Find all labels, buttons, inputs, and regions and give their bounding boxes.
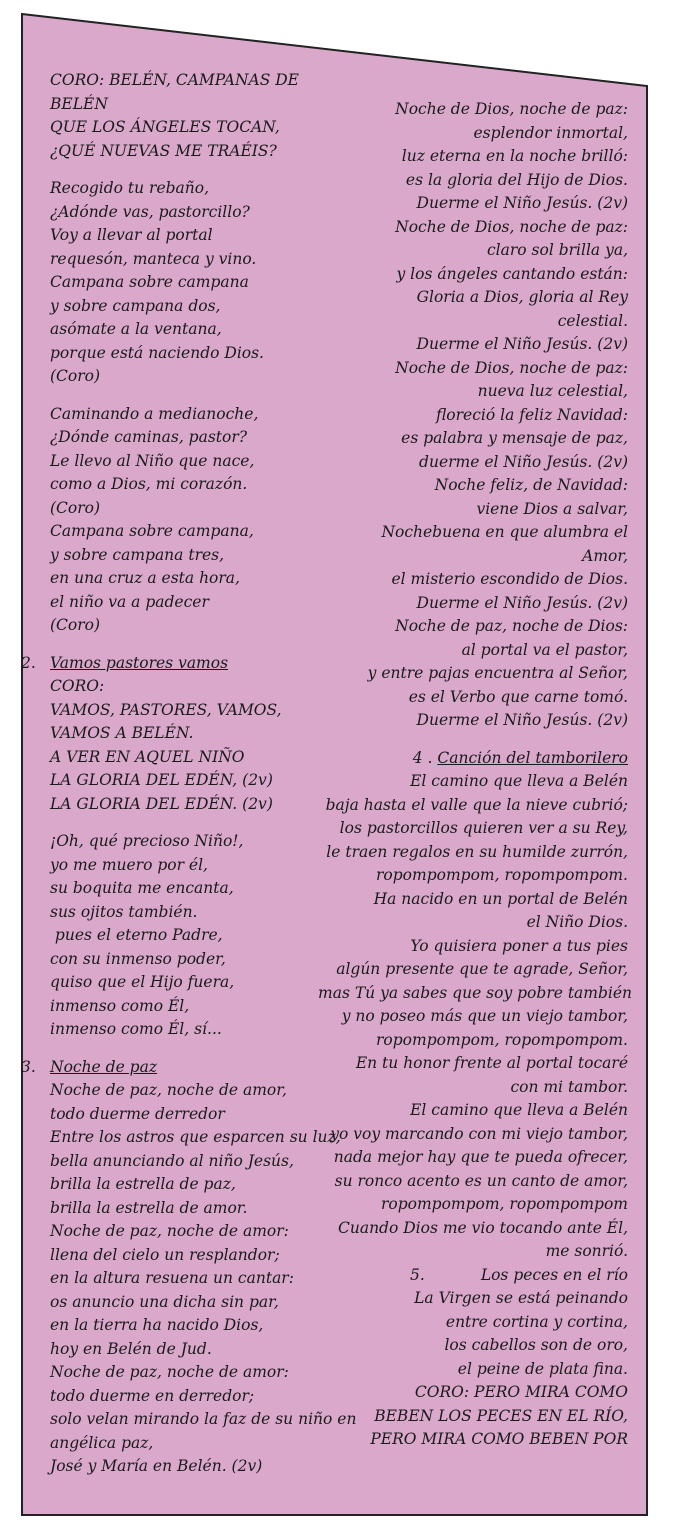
lyric-line: solo velan mirando la faz de su niño en	[50, 1410, 357, 1428]
lyric-line: llena del cielo un resplandor;	[50, 1245, 280, 1264]
song-number: 5.	[410, 1265, 425, 1284]
lyric-line: Noche de paz, noche de amor,	[50, 1081, 287, 1099]
lyric-line: Le llevo al Niño que nace,	[50, 451, 255, 470]
lyric-line: La Virgen se está peinando	[414, 1289, 628, 1307]
lyric-line: asómate a la ventana,	[50, 320, 222, 338]
lyric-line: es palabra y mensaje de paz,	[401, 429, 628, 447]
lyric-line: Noche de paz, noche de amor:	[50, 1222, 289, 1240]
lyric-line: y no poseo más que un viejo tambor,	[341, 1007, 628, 1025]
lyric-line: esplendor inmortal,	[473, 123, 628, 142]
lyric-line: bella anunciando al niño Jesús,	[50, 1151, 294, 1170]
lyric-line: Nochebuena en que alumbra el	[381, 523, 628, 541]
lyric-line: brilla la estrella de paz,	[50, 1175, 236, 1193]
lyric-line: Noche de paz, noche de amor:	[50, 1363, 289, 1381]
lyric-line: BELÉN	[50, 94, 108, 113]
lyric-line: pues el eterno Padre,	[50, 926, 223, 944]
lyric-line: luz eterna en la noche brilló:	[401, 147, 628, 165]
lyric-line: (Coro)	[50, 367, 101, 385]
lyric-line: sus ojitos también.	[50, 902, 198, 921]
lyric-line: ¡Oh, qué precioso Niño!,	[50, 832, 244, 850]
lyric-line: ¿QUÉ NUEVAS ME TRAÉIS?	[50, 141, 277, 160]
lyric-line: A VER EN AQUEL NIÑO	[50, 747, 245, 766]
lyric-line: quiso que el Hijo fuera,	[50, 973, 235, 991]
lyric-line: Campana sobre campana,	[50, 522, 254, 540]
lyric-line: CORO:	[50, 677, 105, 695]
lyric-line: Campana sobre campana	[50, 273, 249, 291]
lyric-line: su ronco acento es un canto de amor,	[334, 1171, 628, 1190]
lyric-line: El camino que lleva a Belén	[410, 772, 628, 790]
lyric-line: claro sol brilla ya,	[486, 241, 628, 259]
lyric-line: algún presente que te agrade, Señor,	[336, 960, 628, 978]
lyric-line: LA GLORIA DEL EDÉN. (2v)	[50, 794, 273, 813]
lyric-line: el misterio escondido de Dios.	[391, 570, 628, 588]
lyric-line: su boquita me encanta,	[50, 879, 234, 897]
lyric-line: Amor,	[582, 546, 628, 565]
lyric-line: CORO: BELÉN, CAMPANAS DE	[50, 71, 299, 89]
stanza-gap	[50, 163, 350, 177]
song-heading	[318, 747, 628, 771]
lyric-line: angélica paz,	[50, 1433, 154, 1452]
lyric-line: LA GLORIA DEL EDÉN, (2v)	[50, 771, 273, 789]
lyric-line: es la gloria del Hijo de Dios.	[405, 170, 628, 189]
stanza-gap	[50, 638, 350, 652]
lyric-line: Noche de Dios, noche de paz:	[395, 100, 628, 118]
lyric-line: Ha nacido en un portal de Belén	[373, 889, 628, 908]
lyric-line: Voy a llevar al portal	[50, 226, 213, 244]
lyric-line: con su inmenso poder,	[50, 949, 226, 968]
lyric-line: todo duerme derredor	[50, 1104, 225, 1123]
lyric-line: ¿Dónde caminas, pastor?	[50, 428, 248, 446]
right-column	[318, 98, 633, 1452]
lyric-line: le traen regalos en su humilde zurrón,	[326, 842, 628, 861]
stanza-gap	[50, 1042, 350, 1056]
lyric-line: el peine de plata fina.	[457, 1359, 628, 1378]
song-title: Noche de paz	[50, 1057, 158, 1076]
lyric-line: inmenso como Él, sí...	[50, 1020, 222, 1038]
song-heading	[21, 652, 350, 676]
lyric-line: os anuncio una dicha sin par,	[50, 1292, 279, 1311]
lyric-line: ¿Adónde vas, pastorcillo?	[50, 202, 250, 221]
lyric-line: en la altura resuena un cantar:	[50, 1269, 294, 1287]
lyric-line: VAMOS A BELÉN.	[50, 724, 194, 742]
lyric-line: Duerme el Niño Jesús. (2v)	[416, 593, 628, 612]
song-title: Canción del tamborilero	[437, 748, 628, 767]
lyric-line: brilla la estrella de amor.	[50, 1198, 248, 1217]
song-heading	[318, 1264, 628, 1288]
lyric-line: en la tierra ha nacido Dios,	[50, 1316, 264, 1334]
lyric-line: hoy en Belén de Jud.	[50, 1339, 212, 1358]
lyric-line: en una cruz a esta hora,	[50, 569, 240, 587]
lyric-line: ropompompom, ropompompom.	[376, 1030, 628, 1049]
lyric-line: y los ángeles cantando están:	[396, 264, 628, 283]
stanza-gap	[318, 733, 628, 747]
song-title: Los peces en el río	[480, 1265, 628, 1284]
lyric-line: y entre pajas encuentra al Señor,	[367, 664, 628, 682]
lyric-line: Noche de paz, noche de Dios:	[395, 617, 628, 635]
lyric-line: baja hasta el valle que la nieve cubrió;	[325, 795, 628, 814]
lyric-line: con mi tambor.	[510, 1077, 628, 1096]
lyric-line: viene Dios a salvar,	[476, 499, 628, 518]
lyric-line: mas Tú ya sabes que soy pobre también	[318, 983, 633, 1002]
song-heading	[21, 1056, 350, 1080]
lyric-line: Noche de Dios, noche de paz:	[395, 217, 628, 236]
stanza-gap	[50, 389, 350, 403]
lyric-line: el Niño Dios.	[526, 913, 628, 931]
lyric-line: al portal va el pastor,	[461, 640, 628, 659]
lyric-line: Noche de Dios, noche de paz:	[395, 358, 628, 377]
song-title: Vamos pastores vamos	[50, 653, 229, 672]
lyric-line: ropompompom, ropompompom.	[376, 866, 628, 884]
lyric-line: Yo quisiera poner a tus pies	[410, 936, 628, 955]
lyric-line: Caminando a medianoche,	[50, 404, 259, 423]
lyric-line: nueva luz celestial,	[477, 382, 628, 400]
lyric-line: Cuando Dios me vio tocando ante Él,	[337, 1218, 628, 1237]
stanza-gap	[50, 816, 350, 830]
lyric-line: VAMOS, PASTORES, VAMOS,	[50, 700, 282, 719]
lyric-line: Duerme el Niño Jesús. (2v)	[416, 335, 628, 353]
lyric-line: Duerme el Niño Jesús. (2v)	[416, 711, 628, 729]
lyric-line: José y María en Belén. (2v)	[50, 1457, 263, 1475]
lyric-line: porque está naciendo Dios.	[50, 343, 264, 362]
lyric-line: yo voy marcando con mi viejo tambor,	[330, 1124, 628, 1143]
song-number: 4 .	[412, 748, 433, 767]
song-number: 2.	[21, 653, 36, 672]
lyric-line: BEBEN LOS PECES EN EL RÍO,	[374, 1406, 628, 1425]
lyric-line: y sobre campana dos,	[50, 296, 221, 315]
lyric-line: duerme el Niño Jesús. (2v)	[419, 452, 628, 471]
lyric-line: como a Dios, mi corazón.	[50, 475, 248, 493]
lyric-line: nada mejor hay que te pueda ofrecer,	[333, 1148, 628, 1166]
lyric-line: QUE LOS ÁNGELES TOCAN,	[50, 118, 280, 136]
lyric-line: El camino que lleva a Belén	[410, 1101, 628, 1119]
lyric-line: es el Verbo que carne tomó.	[408, 687, 628, 706]
lyric-line: Gloria a Dios, gloria al Rey	[416, 288, 628, 306]
left-column	[21, 69, 357, 1479]
lyric-line: Recogido tu rebaño,	[50, 179, 210, 197]
lyric-line: y sobre campana tres,	[50, 545, 225, 564]
lyric-line: ropompompom, ropompompom	[380, 1195, 628, 1213]
lyric-line: (Coro)	[50, 616, 101, 634]
lyric-line: Noche feliz, de Navidad:	[434, 476, 628, 494]
lyric-line: los cabellos son de oro,	[444, 1336, 628, 1354]
song-number: 3.	[21, 1057, 36, 1076]
lyric-line: el niño va a padecer	[50, 592, 209, 611]
lyric-line: En tu honor frente al portal tocaré	[355, 1054, 628, 1072]
lyric-line: CORO: PERO MIRA COMO	[414, 1383, 628, 1401]
lyric-line: todo duerme en derredor;	[50, 1386, 255, 1405]
lyric-line: PERO MIRA COMO BEBEN POR	[370, 1430, 628, 1448]
lyric-line: floreció la feliz Navidad:	[435, 405, 628, 424]
lyric-line: Duerme el Niño Jesús. (2v)	[416, 194, 628, 212]
lyric-line: yo me muero por él,	[50, 855, 208, 874]
lyric-line: celestial.	[557, 311, 628, 330]
lyric-line: inmenso como Él,	[50, 996, 190, 1015]
lyric-line: Entre los astros que esparcen su luz,	[50, 1128, 341, 1146]
lyric-line: requesón, manteca y vino.	[50, 249, 257, 268]
lyric-line: los pastorcillos quieren ver a su Rey,	[339, 819, 628, 837]
lyric-line: (Coro)	[50, 498, 101, 517]
lyric-line: entre cortina y cortina,	[445, 1312, 628, 1331]
lyric-line: me sonrió.	[545, 1242, 628, 1260]
